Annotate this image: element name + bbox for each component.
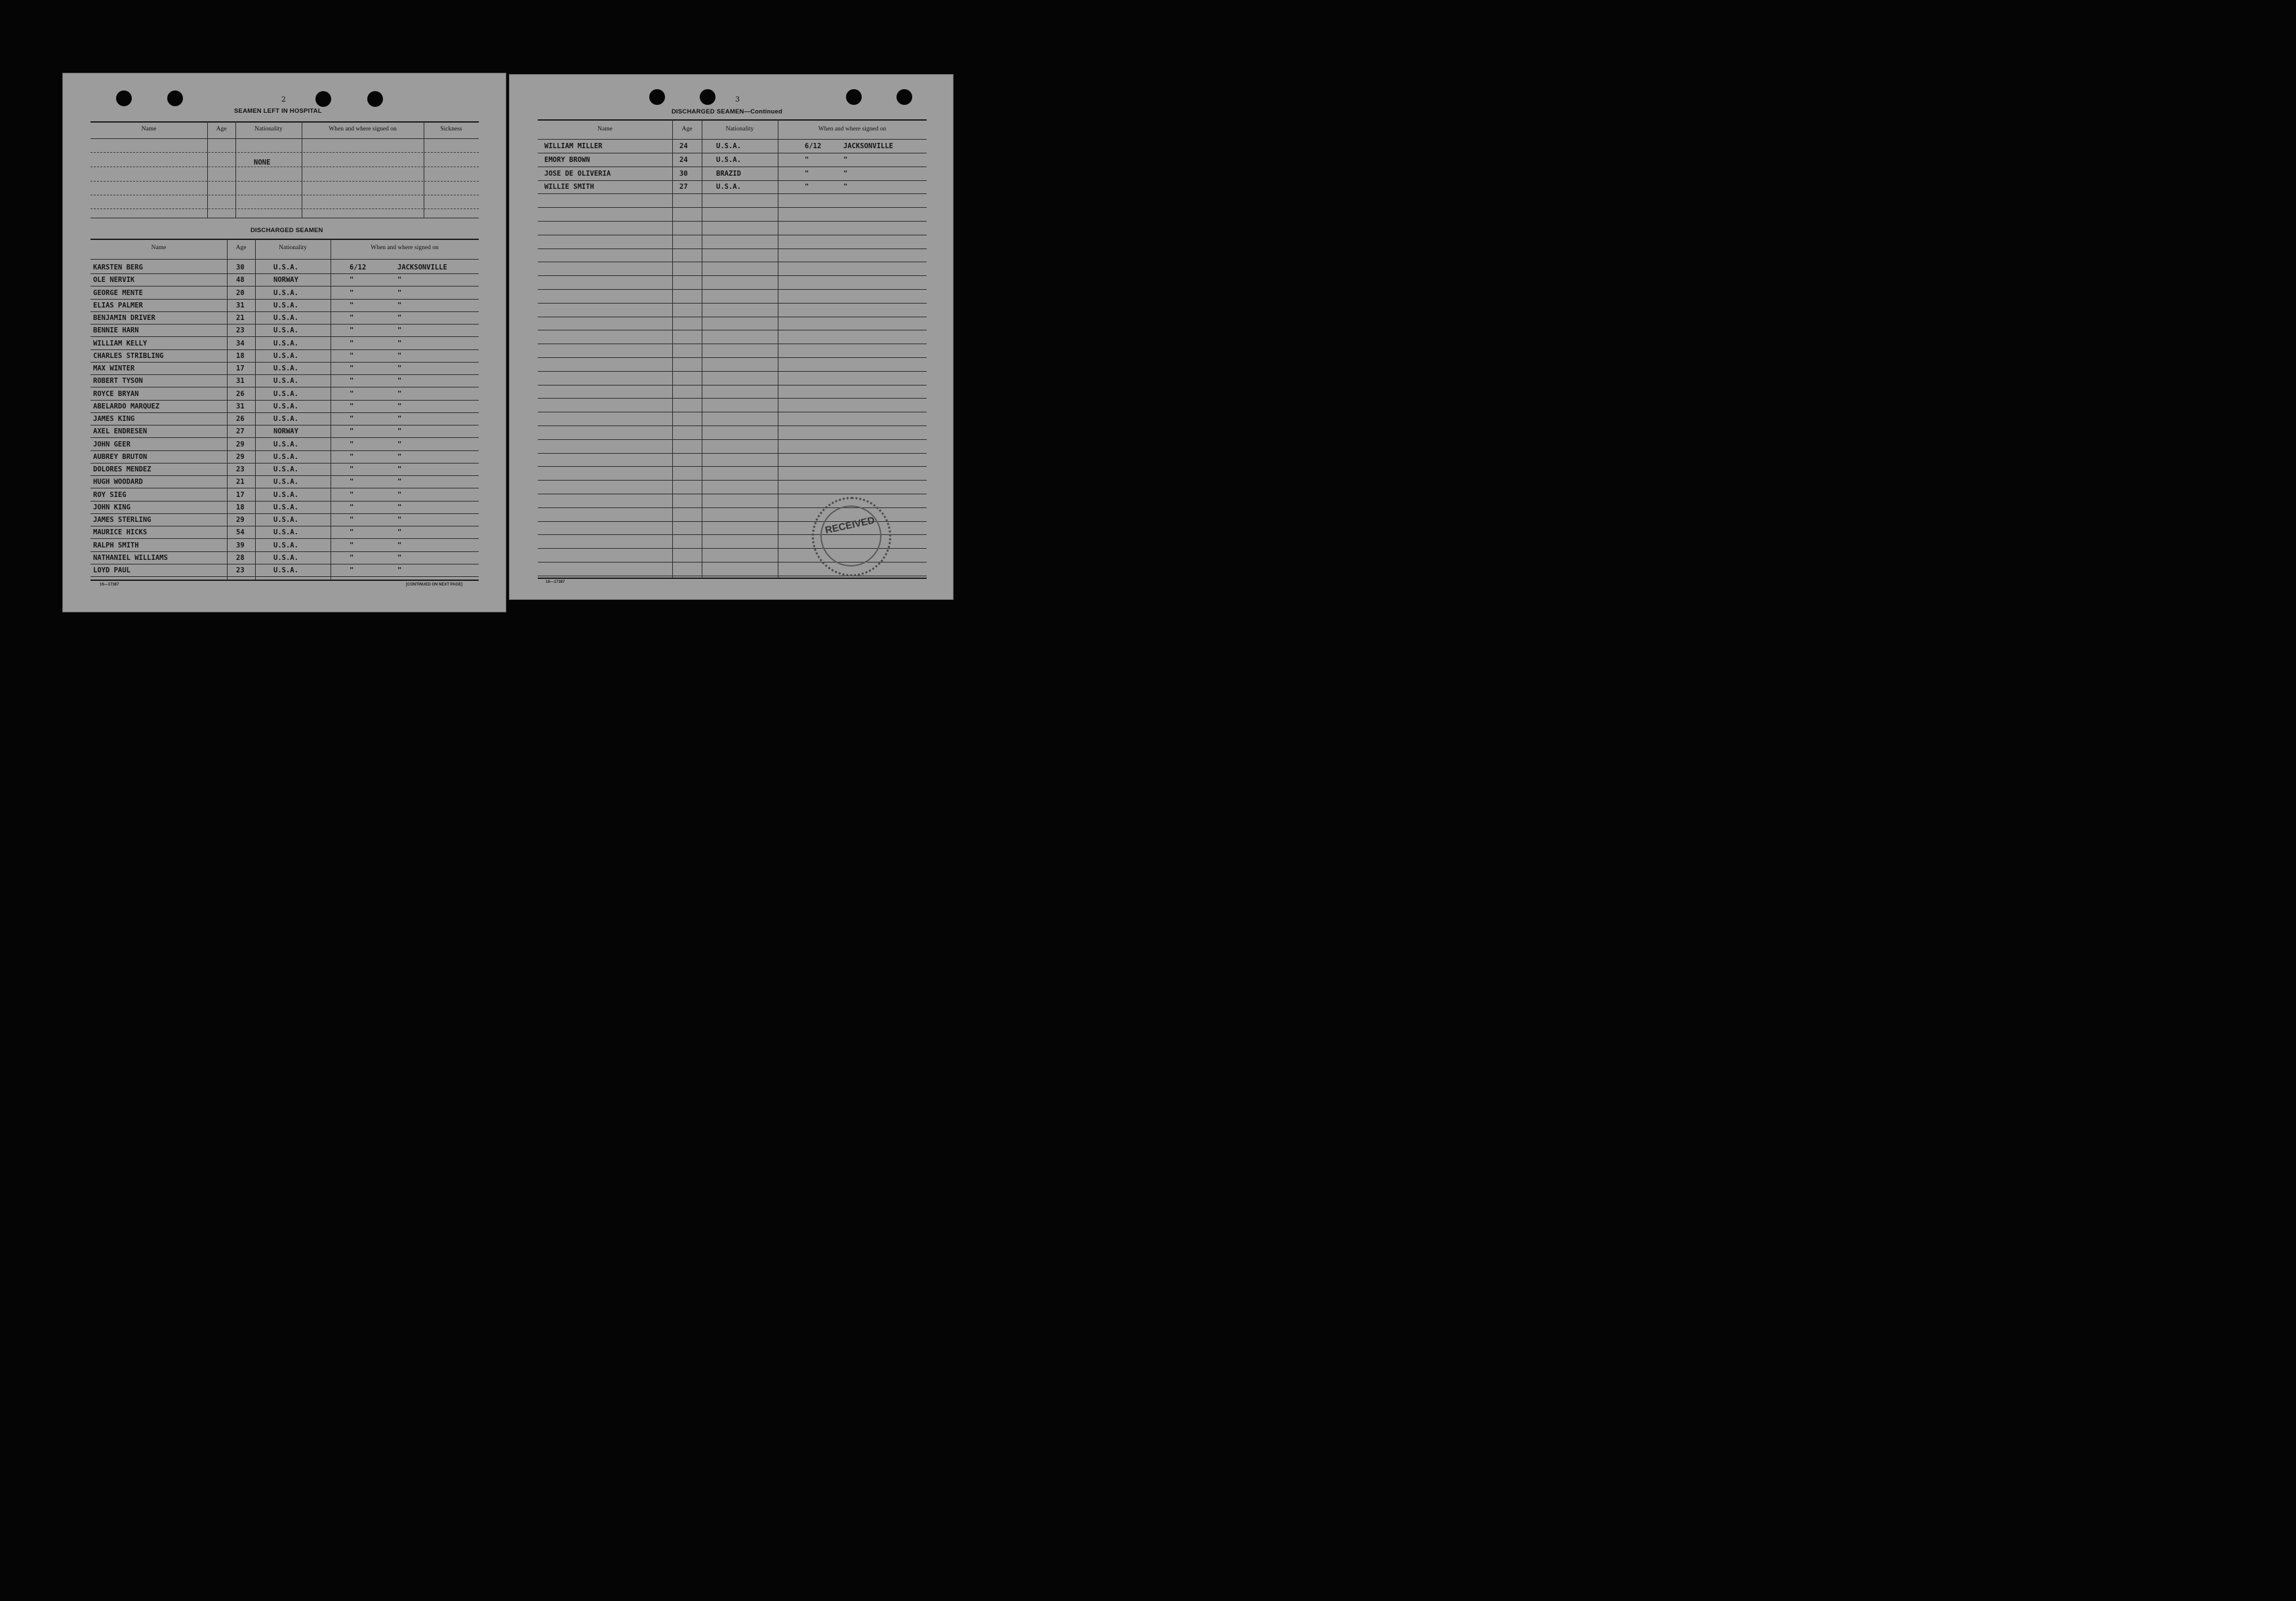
seaman-nationality: BRAZID: [716, 169, 741, 178]
rule: [91, 349, 479, 350]
seaman-nationality: U.S.A.: [273, 478, 298, 486]
punch-hole: [315, 91, 331, 107]
punch-hole: [367, 91, 383, 107]
seaman-name: JOSE DE OLIVERIA: [544, 169, 611, 178]
signed-on-date: ": [350, 478, 354, 486]
seaman-nationality: U.S.A.: [273, 465, 298, 473]
signed-on-date: ": [350, 389, 354, 398]
seaman-name: WILLIAM KELLY: [93, 339, 148, 347]
col-header-when-where: When and where signed on: [818, 126, 887, 132]
col-header-age: Age: [216, 126, 227, 132]
seaman-name: OLE NERVIK: [93, 276, 135, 285]
seaman-age: 28: [236, 553, 245, 562]
signed-on-date: ": [350, 402, 354, 410]
seaman-name: CHARLES STRIBLING: [93, 351, 164, 360]
punch-hole: [649, 89, 665, 105]
signed-on-place: ": [843, 183, 848, 191]
rule: [91, 450, 479, 451]
seaman-nationality: U.S.A.: [716, 183, 741, 191]
signed-on-place: ": [397, 365, 402, 372]
col-divider: [672, 119, 673, 578]
col-divider: [235, 121, 236, 218]
col-header-sickness: Sickness: [440, 126, 462, 132]
left-page: [62, 73, 506, 612]
signed-on-date: ": [805, 155, 809, 164]
seaman-nationality: U.S.A.: [273, 351, 298, 360]
seaman-name: ELIAS PALMER: [93, 301, 143, 309]
punch-hole: [167, 90, 183, 106]
signed-on-place: ": [397, 314, 402, 322]
right-page: [509, 74, 954, 600]
seaman-age: 26: [236, 415, 245, 423]
seaman-age: 30: [679, 169, 688, 178]
seaman-nationality: NORWAY: [273, 427, 298, 436]
rule: [538, 193, 927, 194]
signed-on-place: ": [397, 402, 402, 410]
seaman-age: 26: [236, 389, 245, 398]
seaman-nationality: U.S.A.: [273, 553, 298, 562]
seaman-nationality: U.S.A.: [273, 389, 298, 398]
rule: [91, 324, 479, 325]
rule: [91, 580, 479, 581]
section-title: DISCHARGED SEAMEN—Continued: [672, 108, 783, 115]
rule: [91, 299, 479, 300]
rule: [91, 311, 479, 312]
seaman-name: ROBERT TYSON: [93, 377, 143, 385]
signed-on-place: ": [397, 553, 402, 562]
rule: [538, 425, 927, 426]
signed-on-place: ": [397, 301, 402, 309]
signed-on-place: ": [397, 490, 402, 499]
rule: [91, 121, 479, 123]
signed-on-place: ": [397, 516, 402, 524]
signed-on-date: ": [805, 183, 809, 191]
rule: [91, 181, 479, 182]
signed-on-place: ": [397, 541, 402, 549]
rule: [538, 453, 927, 454]
signed-on-date: ": [350, 377, 354, 385]
rule: [538, 466, 927, 467]
seaman-name: ABELARDO MARQUEZ: [93, 402, 160, 410]
rule: [538, 248, 927, 249]
seaman-name: BENNIE HARN: [93, 326, 139, 335]
signed-on-place: ": [397, 427, 402, 436]
col-header-when-where: When and where signed on: [371, 245, 439, 251]
signed-on-place: ": [397, 528, 402, 537]
seaman-nationality: U.S.A.: [273, 339, 298, 347]
seaman-name: HUGH WOODARD: [93, 478, 143, 486]
signed-on-date: ": [350, 516, 354, 524]
seaman-name: EMORY BROWN: [544, 155, 590, 164]
signed-on-place: ": [397, 288, 402, 297]
seaman-age: 31: [236, 301, 245, 309]
col-header-when-where: When and where signed on: [329, 126, 397, 132]
seaman-nationality: U.S.A.: [273, 264, 298, 271]
seaman-age: 34: [236, 339, 245, 347]
signed-on-date: ": [350, 490, 354, 499]
signed-on-place: ": [397, 351, 402, 360]
signed-on-place: ": [397, 339, 402, 347]
hospital-section-title: SEAMEN LEFT IN HOSPITAL: [234, 108, 322, 115]
rule: [538, 578, 927, 579]
seaman-nationality: U.S.A.: [716, 142, 741, 150]
col-header-name: Name: [141, 126, 157, 132]
signed-on-place: ": [397, 566, 402, 574]
signed-on-date: ": [350, 452, 354, 461]
seaman-name: WILLIAM MILLER: [544, 142, 603, 150]
rule: [91, 475, 479, 476]
signed-on-date: 6/12: [350, 264, 367, 271]
seaman-age: 23: [236, 465, 245, 473]
signed-on-date: ": [350, 276, 354, 285]
seaman-nationality: U.S.A.: [273, 402, 298, 410]
rule: [91, 362, 479, 363]
signed-on-place: ": [397, 377, 402, 385]
signed-on-place: ": [397, 478, 402, 486]
seaman-age: 48: [236, 276, 245, 285]
signed-on-date: ": [350, 415, 354, 423]
rule: [91, 400, 479, 401]
rule: [91, 501, 479, 502]
seaman-name: ROY SIEG: [93, 490, 127, 499]
seaman-nationality: U.S.A.: [273, 288, 298, 297]
rule: [91, 437, 479, 438]
seaman-age: 39: [236, 541, 245, 549]
seaman-name: BENJAMIN DRIVER: [93, 314, 155, 322]
signed-on-place: ": [397, 326, 402, 335]
signed-on-date: ": [350, 566, 354, 574]
discharged-section-title: DISCHARGED SEAMEN: [251, 227, 323, 234]
seaman-name: JAMES STERLING: [93, 516, 151, 524]
seaman-age: 54: [236, 528, 245, 537]
signed-on-date: ": [350, 314, 354, 322]
rule: [91, 551, 479, 552]
seaman-age: 20: [236, 288, 245, 297]
rule: [91, 286, 479, 287]
seaman-age: 23: [236, 326, 245, 335]
seaman-age: 30: [236, 264, 245, 271]
signed-on-date: ": [350, 427, 354, 436]
seaman-age: 18: [236, 351, 245, 360]
col-divider: [255, 239, 256, 580]
seaman-name: GEORGE MENTE: [93, 288, 143, 297]
signed-on-date: ": [350, 288, 354, 297]
signed-on-date: ": [350, 541, 354, 549]
punch-hole: [846, 89, 862, 105]
rule: [91, 412, 479, 413]
rule: [91, 374, 479, 375]
seaman-name: JAMES KING: [93, 415, 135, 423]
rule: [538, 371, 927, 372]
rule: [538, 221, 927, 222]
seaman-name: RALPH SMITH: [93, 541, 139, 549]
seaman-nationality: U.S.A.: [273, 440, 298, 448]
signed-on-place: ": [397, 415, 402, 423]
page-number: 3: [735, 95, 740, 104]
seaman-nationality: U.S.A.: [273, 365, 298, 372]
seaman-nationality: U.S.A.: [273, 541, 298, 549]
col-header-name: Name: [151, 245, 167, 251]
signed-on-date: ": [805, 169, 809, 178]
col-header-age: Age: [681, 126, 693, 132]
signed-on-place: ": [397, 389, 402, 398]
signed-on-place: JACKSONVILLE: [397, 264, 447, 271]
rule: [91, 239, 479, 240]
seaman-name: WILLIE SMITH: [544, 183, 594, 191]
col-divider: [207, 121, 208, 218]
col-divider: [227, 239, 228, 580]
seaman-nationality: U.S.A.: [273, 490, 298, 499]
signed-on-date: ": [350, 440, 354, 448]
hospital-none-entry: NONE: [254, 159, 271, 167]
rule: [538, 180, 927, 181]
signed-on-date: ": [350, 503, 354, 511]
seaman-name: DOLORES MENDEZ: [93, 465, 151, 473]
signed-on-place: ": [843, 169, 848, 178]
col-header-name: Name: [597, 126, 613, 132]
seaman-age: 24: [679, 155, 688, 164]
seaman-nationality: U.S.A.: [273, 452, 298, 461]
signed-on-date: ": [350, 365, 354, 372]
seaman-age: 27: [236, 427, 245, 436]
rule: [91, 336, 479, 337]
seaman-nationality: U.S.A.: [716, 155, 741, 164]
signed-on-place: ": [397, 440, 402, 448]
punch-hole: [896, 89, 912, 105]
rule: [91, 138, 479, 139]
rule: [538, 275, 927, 276]
seaman-name: JOHN KING: [93, 503, 131, 511]
signed-on-date: ": [350, 339, 354, 347]
seaman-name: MAX WINTER: [93, 365, 135, 372]
col-header-nationality: Nationality: [725, 126, 754, 132]
seaman-age: 18: [236, 503, 245, 511]
rule: [538, 480, 927, 481]
signed-on-date: ": [350, 553, 354, 562]
signed-on-place: ": [397, 452, 402, 461]
seaman-nationality: U.S.A.: [273, 377, 298, 385]
seaman-nationality: U.S.A.: [273, 503, 298, 511]
signed-on-place: ": [843, 155, 848, 164]
rule: [91, 538, 479, 539]
seaman-nationality: U.S.A.: [273, 314, 298, 322]
punch-hole: [700, 89, 715, 105]
seaman-name: AUBREY BRUTON: [93, 452, 148, 461]
signed-on-date: ": [350, 326, 354, 335]
rule: [538, 119, 927, 121]
rule: [91, 152, 479, 153]
rule: [538, 289, 927, 290]
col-header-nationality: Nationality: [279, 245, 307, 251]
seaman-age: 17: [236, 490, 245, 499]
col-header-age: Age: [235, 245, 247, 251]
rule: [91, 259, 479, 260]
rule: [538, 139, 927, 140]
seaman-name: NATHANIEL WILLIAMS: [93, 553, 168, 562]
seaman-name: MAURICE HICKS: [93, 528, 148, 537]
signed-on-place: ": [397, 503, 402, 511]
rule: [538, 439, 927, 440]
seaman-nationality: U.S.A.: [273, 301, 298, 309]
signed-on-date: ": [350, 301, 354, 309]
seaman-age: 21: [236, 478, 245, 486]
col-header-nationality: Nationality: [254, 126, 283, 132]
rule: [538, 303, 927, 304]
seaman-nationality: NORWAY: [273, 276, 298, 285]
seaman-age: 29: [236, 452, 245, 461]
signed-on-place: JACKSONVILLE: [843, 142, 893, 150]
punch-hole: [116, 90, 132, 106]
rule: [91, 513, 479, 514]
seaman-nationality: U.S.A.: [273, 326, 298, 335]
seaman-age: 21: [236, 314, 245, 322]
rule: [91, 576, 479, 577]
received-stamp-text: RECEIVED: [824, 515, 876, 536]
seaman-age: 31: [236, 377, 245, 385]
seaman-age: 23: [236, 566, 245, 574]
rule: [91, 273, 479, 274]
form-number: 16—17387: [100, 583, 119, 587]
seaman-age: 27: [679, 183, 688, 191]
rule: [538, 207, 927, 208]
continued-note: [CONTINUED ON NEXT PAGE]: [406, 583, 463, 587]
signed-on-place: ": [397, 465, 402, 473]
seaman-age: 29: [236, 440, 245, 448]
seaman-name: KARSTEN BERG: [93, 264, 143, 271]
rule: [91, 208, 479, 209]
seaman-age: 29: [236, 516, 245, 524]
seaman-age: 31: [236, 402, 245, 410]
rule: [538, 357, 927, 358]
signed-on-place: ": [397, 276, 402, 285]
seaman-nationality: U.S.A.: [273, 516, 298, 524]
seaman-nationality: U.S.A.: [273, 528, 298, 537]
seaman-nationality: U.S.A.: [273, 566, 298, 574]
rule: [538, 398, 927, 399]
seaman-name: ROYCE BRYAN: [93, 389, 139, 398]
signed-on-date: ": [350, 465, 354, 473]
signed-on-date: 6/12: [805, 142, 822, 150]
seaman-age: 24: [679, 142, 688, 150]
signed-on-date: ": [350, 528, 354, 537]
signed-on-date: ": [350, 351, 354, 360]
rule: [91, 463, 479, 464]
form-number: 16—17387: [546, 580, 565, 584]
seaman-name: JOHN GEER: [93, 440, 131, 448]
seaman-age: 17: [236, 365, 245, 372]
page-number: 2: [281, 95, 286, 104]
seaman-name: AXEL ENDRESEN: [93, 427, 148, 436]
seaman-nationality: U.S.A.: [273, 415, 298, 423]
seaman-name: LOYD PAUL: [93, 566, 131, 574]
